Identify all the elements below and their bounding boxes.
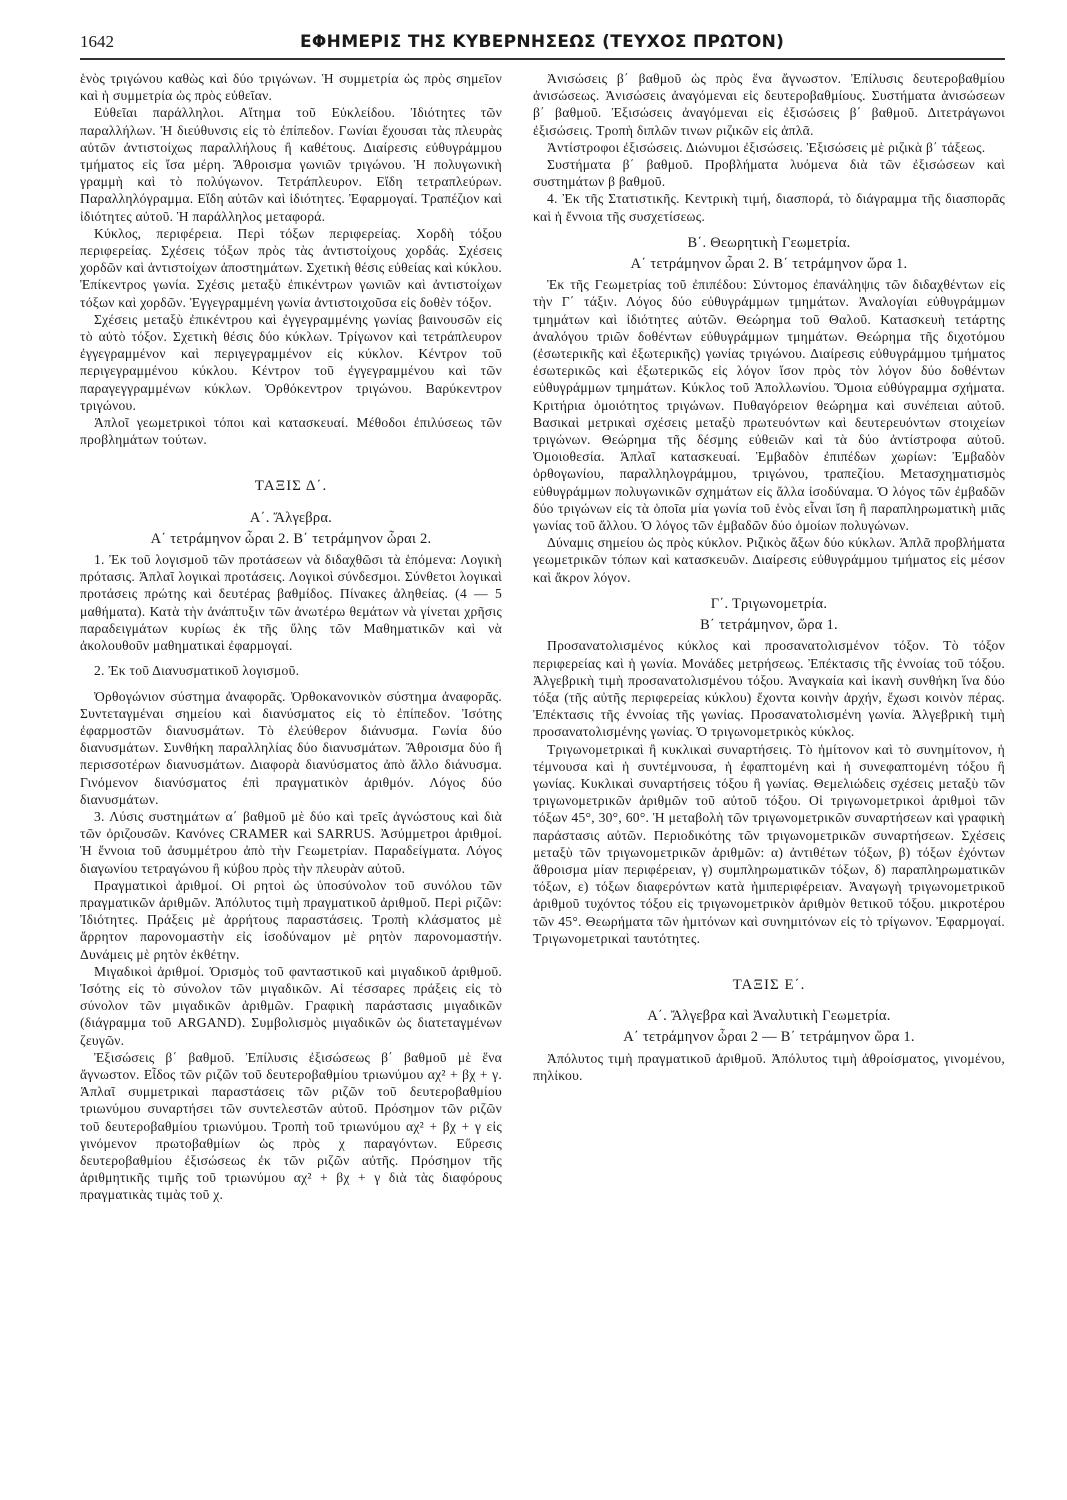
subject-heading: Α΄. Ἄλγεβρα. (249, 509, 333, 526)
class-heading: ΤΑΞΙΣ Ε΄. (732, 976, 806, 993)
paragraph: Ἀπόλυτος τιμὴ πραγματικοῦ ἀριθμοῦ. Ἀπόλυτος τιμὴ ἀθροίσματος, γινομένου, πηλίκου. (533, 1050, 1005, 1083)
paragraph: Εὐθεῖαι παράλληλοι. Αἴτημα τοῦ Εὐκλείδου. Ἰδιότητες τῶν παραλλήλων. Ἡ διεύθυνσις εἰς τὸ ἐπίπεδον. Γωνίαι ἔχουσαι τὰς πλευρὰς αὐτῶν ἀντιστοίχως παραλλήλους ἢ καθέτους. Διαίρεσις εὐθυγράμμου τμήματος εἰς ἴσα μέρη. Ἄθροισμα γωνιῶν τριγώνου. Ἡ πολυγωνικὴ γραμμὴ καὶ τὸ πολύγωνον. Τετράπλευρον. Εἴδη τετραπλεύρων. Παραλληλόγραμμα. Εἴδη αὐτῶν καὶ ἰδιότητες. Ἐφαρμογαί. Τραπέζιον καὶ ἰδιότητες αὐτοῦ. Ἡ παράλληλος μεταφορά. (80, 105, 502, 224)
paragraph: Προσανατολισμένος κύκλος καὶ προσανατολισμένον τόξον. Τὸ τόξον περιφερείας καὶ ἡ γωνία. Μονάδες μετρήσεως. Ἐπέκτασις τῆς ἐννοίας τοῦ τόξου. Ἀλγεβρικὴ τιμὴ προσανατολισμένου τόξου. Ἀναγκαία καὶ ἱκανὴ συνθήκη ἵνα δύο τόξα (τῆς αὐτῆς περιφερείας κύκλου) ἔχοντα κοινὴν ἀρχήν, ἔχωσι κοινὸν πέρας. Ἐπέκτασις τῆς ἐννοίας τῆς γωνίας. Προσανατολισμένη γωνία. Ἀλγεβρικὴ τιμὴ προσανατολισμένης γωνίας. Ὁ τριγωνομετρικὸς κύκλος. (533, 638, 1005, 740)
paragraph: Σχέσεις μεταξὺ ἐπικέντρου καὶ ἐγγεγραμμένης γωνίας βαινουσῶν εἰς τὸ αὐτὸ τόξον. Σχετικὴ θέσις δύο κύκλων. Τρίγωνον καὶ τετράπλευρον ἐγγεγραμμένον καὶ περιγεγραμμένον εἰς κύκλον. Κέντρον τοῦ περιγεγραμμένου κύκλου. Κέντρον τοῦ ἐγγεγραμμένου καὶ τῶν παραγεγγραμμένων κύκλων. Ὀρθόκεντρον τριγώνου. Βαρύκεντρον τριγώνου. (80, 311, 502, 413)
subject-heading: Γ΄. Τριγωνομετρία. (710, 595, 828, 612)
paragraph: Ἀνισώσεις β΄ βαθμοῦ ὡς πρὸς ἕνα ἄγνωστον. Ἐπίλυσις δευτεροβαθμίου ἀνισώσεως. Ἀνισώσεις ἀναγόμεναι εἰς δευτεροβαθμίους. Συστήματα ἀνισώσεων β΄ βαθμοῦ. Ἐξισώσεις ἀναγόμεναι εἰς ἐξισώσεις β΄ βαθμοῦ. Διτετράγωνοι ἐξισώσεις. Τροπὴ διπλῶν τινων ριζικῶν εἰς ἁπλᾶ. (533, 71, 1005, 138)
hours-line: Α΄ τετράμηνον ὧραι 2 — Β΄ τετράμηνον ὥρα 1. (623, 1029, 915, 1046)
paragraph: Πραγματικοὶ ἀριθμοί. Οἱ ρητοὶ ὡς ὑποσύνολον τοῦ συνόλου τῶν πραγματικῶν ἀριθμῶν. Ἀπόλυτος τιμὴ πραγματικοῦ ἀριθμοῦ. Περὶ ριζῶν: Ἰδιότητες. Πράξεις μὲ ἀρρήτους παραστάσεις. Τροπὴ κλάσματος μὲ ἄρρητον παρονομαστὴν εἰς ἰσοδύναμον μὲ ρητὸν παρονομαστήν. Δυνάμεις μὲ ρητὸν ἐκθέτην. (80, 877, 502, 962)
paragraph: Ἐξισώσεις β΄ βαθμοῦ. Ἐπίλυσις ἐξισώσεως β΄ βαθμοῦ μὲ ἕνα ἄγνωστον. Εἶδος τῶν ριζῶν τοῦ δευτεροβαθμίου τριωνύμου αχ² + βχ + γ. Ἁπλαῖ συμμετρικαὶ παραστάσεις τῶν ριζῶν τοῦ δευτεροβαθμίου τριωνύμου συναρτήσει τῶν συντελεστῶν αὐτοῦ. Πρόσημον τῶν ριζῶν τοῦ δευτεροβαθμίου τριωνύμου. Τροπὴ τοῦ τριωνύμου αχ² + βχ + γ εἰς γινόμενον πρωτοβαθμίων ὡς πρὸς χ παραγόντων. Εὕρεσις δευτεροβαθμίου ἐξισώσεως ἐκ τῶν ριζῶν αὐτῆς. Πρόσημον τῆς ἀριθμητικῆς τιμῆς τοῦ τριωνύμου αχ² + βχ + γ διὰ τὰς διαφόρους πραγματικὰς τιμὰς τοῦ χ. (80, 1049, 502, 1203)
subject-heading: Α΄. Ἄλγεβρα καὶ Ἀναλυτικὴ Γεωμετρία. (647, 1008, 891, 1025)
paragraph: Δύναμις σημείου ὡς πρὸς κύκλον. Ριζικὸς ἄξων δύο κύκλων. Ἁπλᾶ προβλήματα γεωμετρικῶν τόπων καὶ κατασκευῶν. Διαίρεσις εὐθυγράμμου τμήματος εἰς μέσον καὶ ἄκρον λόγον. (533, 535, 1005, 585)
page-number: 1642 (80, 32, 114, 51)
section-title: 2. Ἐκ τοῦ Διανυσματικοῦ λογισμοῦ. (94, 663, 300, 679)
header-rule (80, 58, 1005, 60)
paragraph: Ἐκ τῆς Γεωμετρίας τοῦ ἐπιπέδου: Σύντομος ἐπανάληψις τῶν διδαχθέντων εἰς τὴν Γ΄ τάξιν. Λόγος δύο εὐθυγράμμων τμημάτων. Ἀναλογίαι εὐθυγράμμων τμημάτων καὶ ἰδιότητες αὐτῶν. Θεώρημα τοῦ Θαλοῦ. Κατασκευὴ τετάρτης ἀναλόγου τριῶν δοθέντων εὐθυγράμμων τμημάτων. Θεώρημα τῆς διχοτόμου (ἐσωτερικῆς καὶ ἐξωτερικῆς) γωνίας τριγώνου. Διαίρεσις εὐθυγράμμου τμήματος ἐσωτερικῶς καὶ ἐξωτερικῶς εἰς λόγον ἴσον πρὸς τὸν λόγον δύο δοθέντων εὐθυγράμμων τμημάτων. Κύκλος τοῦ Ἀπολλωνίου. Ὅμοια εὐθύγραμμα σχήματα. Κριτήρια ὁμοιότητος τριγώνων. Πυθαγόρειον θεώρημα καὶ συνέπειαι αὐτοῦ. Βασικαὶ μετρικαὶ σχέσεις μεταξὺ πρωτευόντων καὶ δευτερευόντων στοιχείων τριγώνων. Θεώρημα τῆς δέσμης εὐθειῶν καὶ τὰ δύο ἀντίστροφα αὐτοῦ. Ὁμοιοθεσία. Ἁπλαῖ κατασκευαί. Ἐμβαδὸν ἐπιπέδων χωρίων: Ἐμβαδὸν ὀρθογωνίου, παραλληλογράμμου, τριγώνου, τραπεζίου. Μετασχηματισμὸς εὐθυγράμμων πολυγωνικῶν σχημάτων εἰς ἄλλα ἰσοδύναμα. Ὁ λόγος τῶν ἐμβαδῶν δύο τριγώνων εἰς τὰ ὁποῖα μία γωνία τοῦ ἑνὸς εἶναι ἴση ἢ παραπληρωματικὴ μιᾶς γωνίας τοῦ ἄλλου. Ὁ λόγος τῶν ἐμβαδῶν δύο ὁμοίων πολυγώνων. (533, 277, 1005, 534)
paragraph: Ὀρθογώνιον σύστημα ἀναφορᾶς. Ὀρθοκανονικὸν σύστημα ἀναφορᾶς. Συντεταγμέναι σημείου καὶ διανύσματος εἰς τὸ ἐπίπεδον. Ἰσότης ἐφαρμοστῶν διανυσμάτων. Τὸ ἐλεύθερον διάνυσμα. Γωνία δύο διανυσμάτων. Συνθήκη παραλληλίας δύο διανυσμάτων. Ἄθροισμα δύο ἢ περισσοτέρων διανυσμάτων. Διαφορὰ διανύσματος ἀπὸ ἄλλο διάνυσμα. Γινόμενον διανύσματος ἐπὶ πραγματικὸν ἀριθμόν. Λόγος δύο διανυσμάτων. (80, 688, 502, 807)
paragraph: Τριγωνομετρικαὶ ἢ κυκλικαὶ συναρτήσεις. Τὸ ἡμίτονον καὶ τὸ συνημίτονον, ἡ τέμνουσα καὶ ἡ συντέμνουσα, ἡ ἐφαπτομένη καὶ ἡ συνεφαπτομένη τόξου ἢ γωνίας. Κυκλικαὶ συναρτήσεις τόξου ἢ γωνίας. Θεμελιώδεις σχέσεις μεταξὺ τῶν τριγωνομετρικῶν ἀριθμῶν τοῦ αὐτοῦ τόξου. Οἱ τριγωνομετρικοὶ ἀριθμοὶ τῶν τόξων 45°, 30°, 60°. Ἡ μεταβολὴ τῶν τριγωνομετρικῶν συναρτήσεων καὶ γραφικὴ παράστασις αὐτῶν. Περιοδικότης τῶν τριγωνομετρικῶν συναρτήσεων. Σχέσεις μεταξὺ τῶν τριγωνομετρικῶν ἀριθμῶν: α) ἀντιθέτων τόξων, β) τόξων ἐχόντων ἄθροισμα μίαν περιφέρειαν, γ) συμπληρωματικῶν τόξων, δ) παραπληρωματικῶν τόξων, ε) τόξων διαφερόντων κατὰ ἡμιπεριφέρειαν. Ἀναγωγὴ τριγωνομετρικοῦ ἀριθμοῦ τυχόντος τόξου εἰς τριγωνομετρικὸν ἀριθμὸν θετικοῦ τόξου. μικροτέρου τῶν 45°. Θεωρήματα τῶν ἡμιτόνων καὶ συνημιτόνων εἰς τὸ τρίγωνον. Ἐφαρμογαί. Τριγωνομετρικαὶ ταυτότητες. (533, 741, 1005, 946)
gazette-title: ΕΦΗΜΕΡΙΣ ΤΗΣ ΚΥΒΕΡΝΗΣΕΩΣ (ΤΕΥΧΟΣ ΠΡΩΤΟΝ) (300, 32, 785, 52)
left-column (80, 70, 502, 1204)
right-column (533, 70, 1005, 1084)
paragraph: Ἀντίστροφοι ἐξισώσεις. Διώνυμοι ἐξισώσεις. Ἐξισώσεις μὲ ριζικὰ β΄ τάξεως. (547, 139, 986, 155)
hours-line: Α΄ τετράμηνον ὧραι 2. Β΄ τετράμηνον ὧραι 2. (150, 530, 432, 547)
paragraph: ἑνὸς τριγώνου καθὼς καὶ δύο τριγώνων. Ἡ συμμετρία ὡς πρὸς σημεῖον καὶ ἡ συμμετρία ὡς πρὸς εὐθεῖαν. (80, 71, 502, 104)
paragraph: 4. Ἐκ τῆς Στατιστικῆς. Κεντρικὴ τιμή, διασπορά, τὸ διάγραμμα τῆς διασπορᾶς καὶ ἡ ἔννοια τῆς συσχετίσεως. (533, 191, 1005, 224)
paragraph: Μιγαδικοὶ ἀριθμοί. Ὁρισμὸς τοῦ φανταστικοῦ καὶ μιγαδικοῦ ἀριθμοῦ. Ἰσότης εἰς τὸ σύνολον τῶν μιγαδικῶν. Αἱ τέσσαρες πράξεις εἰς τὸ σύνολον τῶν μιγαδικῶν ἀριθμῶν. Γραφικὴ παράστασις μιγαδικῶν (διάγραμμα τοῦ ARGAND). Συμβολισμὸς μιγαδικῶν ὡς διατεταγμένων ζευγῶν. (80, 963, 502, 1048)
paragraph: Συστήματα β΄ βαθμοῦ. Προβλήματα λυόμενα διὰ τῶν ἐξισώσεων καὶ συστημάτων β βαθμοῦ. (533, 157, 1005, 190)
hours-line: Α΄ τετράμηνον ὧραι 2. Β΄ τετράμηνον ὥρα 1. (630, 256, 908, 273)
subject-heading: Β΄. Θεωρητικὴ Γεωμετρία. (687, 234, 851, 251)
paragraph: Ἁπλοῖ γεωμετρικοὶ τόποι καὶ κατασκευαί. Μέθοδοι ἐπιλύσεως τῶν προβλημάτων τούτων. (80, 415, 502, 448)
class-heading: ΤΑΞΙΣ Δ΄. (254, 478, 328, 495)
paragraph: 1. Ἐκ τοῦ λογισμοῦ τῶν προτάσεων νὰ διδαχθῶσι τὰ ἑπόμενα: Λογικὴ πρότασις. Ἁπλαῖ λογικαὶ προτάσεις. Λογικοὶ σύνδεσμοι. Σύνθετοι λογικαὶ προτάσεις πρώτης καὶ δευτέρας βαθμίδος. Πίνακες ἀληθείας. (4 — 5 μαθήματα). Κατὰ τὴν ἀνάπτυξιν τῶν ἀνωτέρω θεμάτων νὰ γίνεται χρῆσις παραδειγμάτων κυρίως ἐκ τῆς ὕλης τῶν Μαθηματικῶν καὶ νὰ ἀκολουθοῦν μαθηματικαὶ ἐφαρμογαί. (80, 552, 502, 654)
paragraph: 3. Λύσις συστημάτων α΄ βαθμοῦ μὲ δύο καὶ τρεῖς ἀγνώστους καὶ διὰ τῶν ὀριζουσῶν. Κανόνες CRAMER καὶ SARRUS. Ἀσύμμετροι ἀριθμοί. Ἡ ἔννοια τοῦ ἀσυμμέτρου ἀπὸ τὴν Γεωμετρίαν. Παραδείγματα. Λόγος διαγωνίου τετραγώνου ἢ κύβου πρὸς τὴν πλευρὰν αὐτοῦ. (80, 808, 502, 876)
paragraph: Κύκλος, περιφέρεια. Περὶ τόξων περιφερείας. Χορδὴ τόξου περιφερείας. Σχέσεις τόξων πρὸς τὰς ἀντιστοίχους χορδάς. Σχέσεις χορδῶν καὶ ἀντιστοίχων ἀποστημάτων. Σχετικὴ θέσις εὐθείας καὶ κύκλου. Ἐπίκεντρος γωνία. Σχέσις μεταξὺ ἐπικέντρων γωνιῶν καὶ ἀντιστοίχων τόξων καὶ χορδῶν. Ἐγγεγραμμένη γωνία ἀντιστοιχοῦσα εἰς δοθὲν τόξον. (80, 225, 502, 310)
hours-line: Β΄ τετράμηνον, ὥρα 1. (700, 617, 838, 634)
